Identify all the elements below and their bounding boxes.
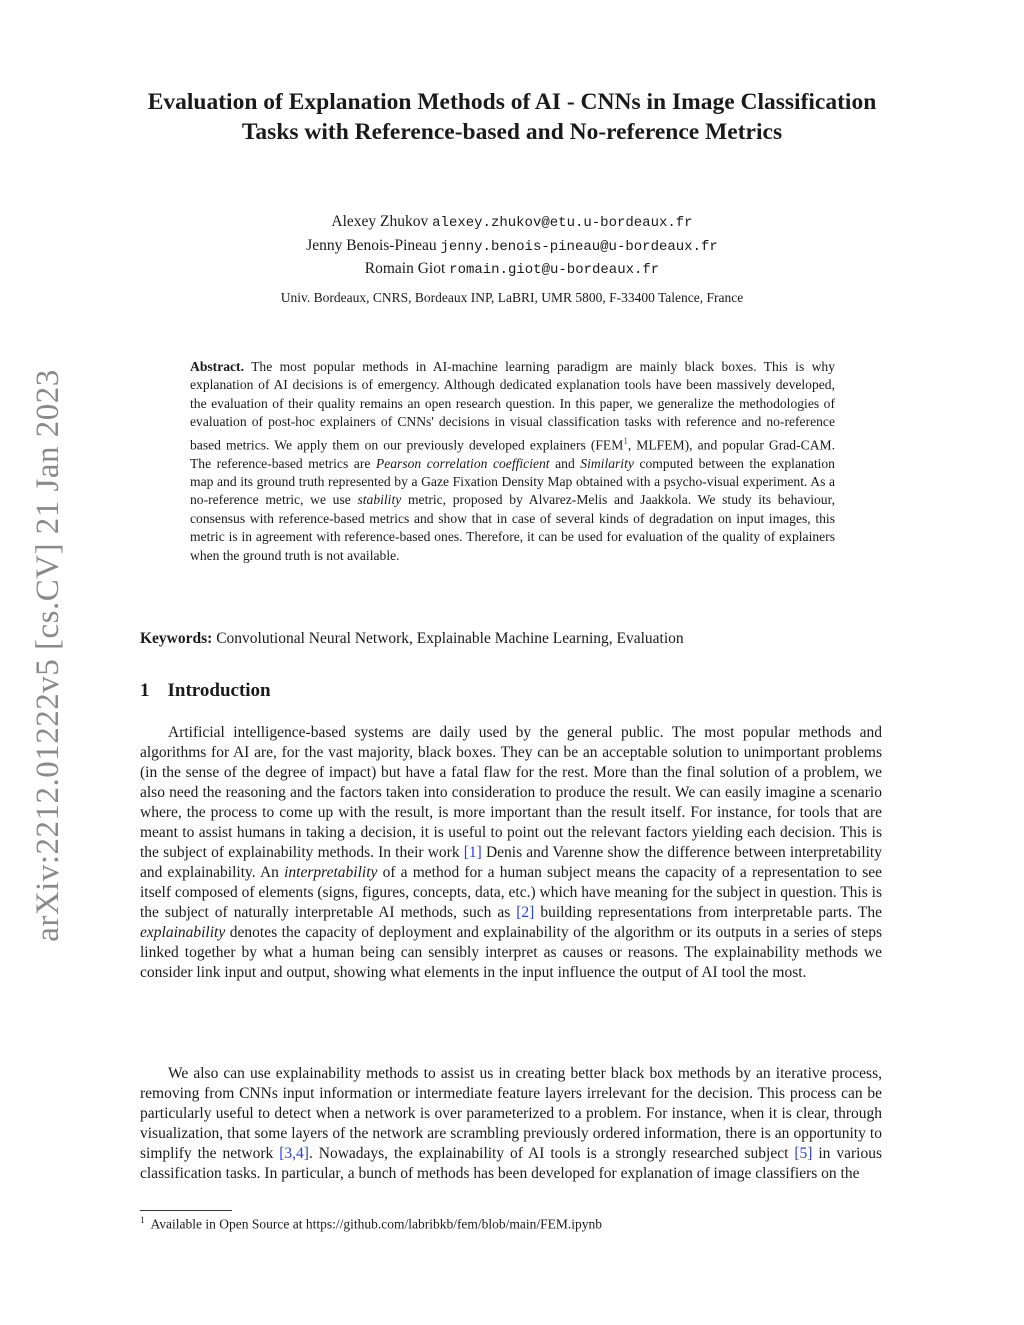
body-paragraph [140,1064,882,1184]
keywords-label: Keywords: [140,630,213,647]
paper-title: Evaluation of Explanation Methods of AI - CNNs in Image Classification Tasks with Reference-based and No-reference Metrics [147,89,877,145]
citation-link[interactable]: [2] [516,904,535,921]
abstract-text: , MLFEM), and popular Grad-CAM. The reference-based metrics are [190,437,835,471]
footnote-mark: 1 [140,1215,145,1225]
section-number: 1 [140,680,150,701]
footnote-ref[interactable]: 1 [623,435,628,446]
body-text: in various classification tasks. In particular, a bunch of methods has been developed for explanation of image classifiers on the [140,1145,882,1182]
author-line [140,235,884,259]
footnote-divider [140,1210,232,1211]
abstract [190,358,835,565]
abstract-text: computed between the explanation map and its ground truth represented by a Gaze Fixation Density Map obtained with a psycho-visual experiment. As a no-reference metric, we use [190,455,835,508]
author-email[interactable]: jenny.benois-pineau@u-bordeaux.fr [440,238,718,255]
citation-link[interactable]: [5] [794,1145,813,1162]
footnote [140,1215,884,1233]
author-email[interactable]: alexey.zhukov@etu.u-bordeaux.fr [432,215,693,231]
abstract-emphasis: Pearson correlation coefficient [375,455,550,471]
body-text: denotes the capacity of deployment and explainability of the algorithm or its outputs in a series of steps linked together by what a human being can sensibly interpret as causes or reasons. The explainability methods we consider link input and output, showing what elements in the input influence the output of AI tool the most. [140,924,882,981]
author-name: Jenny Benois-Pineau [306,236,437,254]
abstract-text: and [549,455,581,471]
affiliation: Univ. Bordeaux, CNRS, Bordeaux INP, LaBRI, UMR 5800, F-33400 Talence, France [280,290,744,305]
author-line [140,258,884,282]
abstract-label: Abstract. [190,359,244,374]
arxiv-identifier-text: arXiv:2212.01222v5 [cs.CV] 21 Jan 2023 [29,368,66,942]
body-text: building representations from interpretable parts. The [534,904,882,921]
author-email[interactable]: romain.giot@u-bordeaux.fr [449,262,660,278]
section-heading [140,680,271,702]
body-emphasis: explainability [140,924,226,941]
abstract-emphasis: Similarity [580,455,634,471]
author-block [140,211,884,282]
body-text: of a method for a human subject means the capacity of a representation to see itself composed of elements (signs, figures, concepts, data, etc.) which have meaning for the subject in question. This is the subject of naturally interpretable AI methods, such as [140,864,882,921]
body-emphasis: interpretability [284,864,378,881]
author-name: Romain Giot [364,260,446,277]
citation-link[interactable]: [3,4] [279,1145,309,1162]
abstract-text: metric, proposed by Alvarez-Melis and Jaakkola. We study its behaviour, consensus with reference-based metrics and show that in case of several kinds of degradation on input images, this metric is in agreement with reference-based ones. Therefore, it can be used for evaluation of the quality of explainers when the ground truth is not available. [190,492,835,563]
abstract-emphasis: stability [357,492,402,508]
citation-link[interactable]: [1] [463,844,482,861]
arxiv-identifier [26,365,70,945]
abstract-text: The most popular methods in AI-machine learning paradigm are mainly black boxes. This is why explanation of AI decisions is of emergency. Although dedicated explanation tools have been massively developed, the evaluation of their quality remains an open research question. In this paper, we generalize the methodologies of evaluation of post-hoc explainers of CNNs' decisions in visual classification tasks with reference and no-reference based metrics. We apply them on our previously developed explainers (FEM [190,359,835,453]
body-text: Denis and Varenne show the difference between interpretability and explainability. An [140,844,882,881]
body-text: Artificial intelligence-based systems are daily used by the general public. The most popular methods and algorithms for AI are, for the vast majority, black boxes. They can be an acceptable solution to unimportant problems (in the sense of the degree of impact) but have a fatal flaw for the rest. More than the final solution of a problem, we also need the reasoning and the factors taken into consideration to produce the result. We can easily imagine a scenario where, the process to come up with the result, is more important than the result itself. For instance, for tools that are meant to assist humans in taking a decision, it is useful to point out the relevant factors yielding each decision. This is the subject of explainability methods. In their work [140,724,882,861]
footnote-text: Available in Open Source at https://github.com/labribkb/fem/blob/main/FEM.ipynb [150,1216,603,1232]
author-line [140,211,884,235]
keywords-text: Convolutional Neural Network, Explainable Machine Learning, Evaluation [216,630,684,647]
body-paragraph [140,723,882,983]
keywords [140,630,884,648]
section-title: Introduction [167,680,271,701]
body-text: . Nowadays, the explainability of AI tools is a strongly researched subject [308,1145,795,1162]
body-text: We also can use explainability methods to assist us in creating better black box methods by an iterative process, removing from CNNs input information or intermediate feature layers irrelevant for the decision. This process can be particularly useful to detect when a network is over parameterized to a problem. For instance, when it is clear, through visualization, that some layers of the network are scrambling previously ordered information, there is an opportunity to simplify the network [140,1065,882,1162]
author-name: Alexey Zhukov [331,213,429,230]
